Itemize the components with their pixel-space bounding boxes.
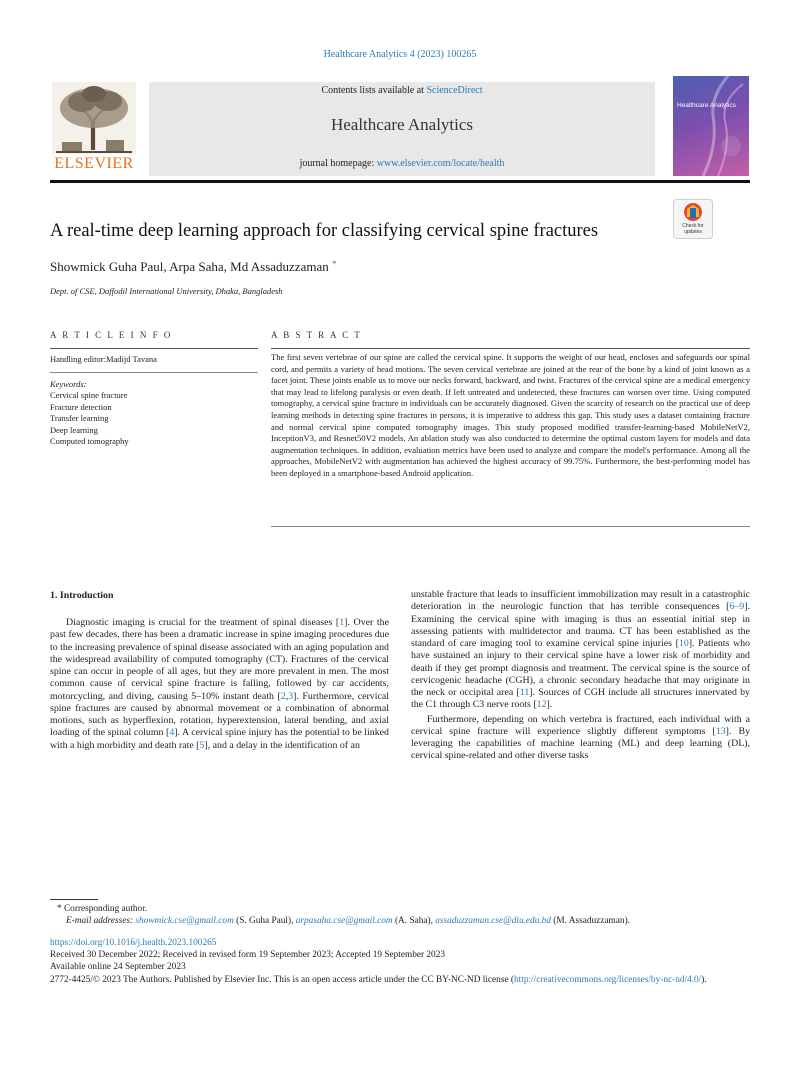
email-link[interactable]: arpasaha.cse@gmail.com xyxy=(295,916,393,926)
corresponding-author-mark[interactable]: * xyxy=(331,259,337,269)
journal-title: Healthcare Analytics xyxy=(330,115,474,134)
doi-link[interactable]: https://doi.org/10.1016/j.health.2023.100265 xyxy=(50,938,217,948)
contents-line xyxy=(149,85,655,96)
handling-editor: Handling editor:Madijd Tavana xyxy=(50,354,157,364)
citation-link[interactable]: 5 xyxy=(199,739,205,751)
paragraph-text: ]. Over the past few decades, there has been a dramatic increase in spine imaging procedures due to the increasing prevalence of spinal disease associated with an aging population and the widespread availability of computed tomography (CT). Fractures of the cervical spine can occur in people of all ages, but they are more prevalent in men. The most common cause of cervical spine fracture is falling, followed by car accidents, motorcycling, and diving, causing 5–10% instant death [ xyxy=(50,617,389,702)
received-dates: Received 30 December 2022; Received in revised form 19 September 2023; Accepted 19 September 2023 xyxy=(50,950,445,960)
crossmark-caption-line-2: updates xyxy=(684,229,702,235)
intro-paragraph xyxy=(411,714,750,763)
paragraph-text: ], and a delay in the identification of an xyxy=(204,739,360,751)
keyword-item: Deep learning xyxy=(50,424,98,435)
email-owner: (S. Guha Paul), xyxy=(233,916,296,926)
cover-art-icon xyxy=(673,76,749,176)
license-statement xyxy=(50,974,750,986)
keywords-list xyxy=(50,390,129,448)
intro-paragraph xyxy=(411,589,750,712)
contents-prefix: Contents lists available at xyxy=(321,85,427,96)
affiliation: Dept. of CSE, Daffodil International University, Dhaka, Bangladesh xyxy=(50,286,283,296)
paragraph-text: , xyxy=(285,690,289,702)
keyword-item: Fracture detection xyxy=(50,401,112,412)
crossmark-caption xyxy=(673,223,713,235)
paragraph-text: ]. Examining the cervical spine with imaging is thus an essential initial step in assessing patients with multidetector and trauma. CT has been established as the standard of care imaging tool to examine cervical spine injuries [ xyxy=(411,601,750,649)
body-column-left xyxy=(50,617,389,752)
email-addresses xyxy=(66,915,630,927)
email-owner: (M. Assaduzzaman). xyxy=(550,916,630,926)
available-online-date: Available online 24 September 2023 xyxy=(50,962,186,972)
section-heading-introduction: 1. Introduction xyxy=(50,590,114,601)
email-label: E-mail addresses: xyxy=(66,916,136,926)
article-title: A real-time deep learning approach for classifying cervical spine fractures xyxy=(50,221,599,241)
journal-cover-image[interactable] xyxy=(673,76,749,176)
citation-link[interactable]: 1 xyxy=(339,617,345,628)
paragraph-text: ]. By leveraging the capabilities of machine learning (ML) and deep learning (DL), cervical spine-related and other diverse tasks xyxy=(411,725,751,762)
paragraph-text: Furthermore, depending on which vertebra is fractured, each individual with a cervical spine fracture will experience slightly different symptoms [ xyxy=(411,713,750,737)
homepage-prefix: journal homepage: xyxy=(299,158,377,169)
citation-link[interactable]: 4 xyxy=(169,727,175,739)
keyword-item: Transfer learning xyxy=(50,413,109,424)
sciencedirect-link[interactable]: ScienceDirect xyxy=(426,85,483,96)
citation-link[interactable]: 11 xyxy=(519,687,530,698)
homepage-link[interactable]: www.elsevier.com/locate/health xyxy=(376,158,505,169)
citation-link[interactable]: 13 xyxy=(715,725,726,737)
license-text: 2772-4425/© 2023 The Authors. Published by Elsevier Inc. This is an open access article under the CC BY-NC-ND license ( xyxy=(50,975,514,985)
abstract-label: A B S T R A C T xyxy=(271,330,362,340)
homepage-line xyxy=(149,158,655,169)
article-info-divider xyxy=(50,372,258,373)
citation-link[interactable]: 6–9 xyxy=(729,601,745,613)
license-text: ). xyxy=(701,975,707,985)
citation-link[interactable]: 2 xyxy=(280,690,286,702)
paragraph-text: ]. xyxy=(546,699,553,711)
keywords-label: Keywords: xyxy=(50,379,87,389)
citation-link[interactable]: 12 xyxy=(536,699,547,711)
citation-link[interactable]: 10 xyxy=(678,638,689,649)
journal-reference[interactable]: Healthcare Analytics 4 (2023) 100265 xyxy=(323,49,477,60)
header-rule xyxy=(50,180,750,183)
paragraph-text: ]. Patients who have sustained an injury to their cervical spine have a lower risk of morbidity and death if they get prompt diagnosis and treatment. The cervical spine is the source of cervicogenic headache (CGH), a chronic secondary headache that may originate in the neck or occipital area [ xyxy=(411,638,750,698)
email-link[interactable]: assaduzzaman.cse@diu.edu.bd xyxy=(435,916,551,926)
citation-link[interactable]: 3 xyxy=(288,690,294,702)
abstract-bottom-rule xyxy=(271,526,750,527)
crossmark-caption-line-1: Check for xyxy=(682,223,704,229)
footnote-rule xyxy=(50,899,98,900)
paragraph-text: unstable fracture that leads to insufficient immobilization may result in a catastrophic deterioration in the neurologic function that has terrible consequences [ xyxy=(411,589,750,613)
license-link[interactable]: http://creativecommons.org/licenses/by-nc-nd/4.0/ xyxy=(514,975,702,985)
paragraph-text: Diagnostic imaging is crucial for the treatment of spinal diseases [ xyxy=(66,617,340,628)
article-info-label: A R T I C L E I N F O xyxy=(50,330,173,340)
author-names: Showmick Guha Paul, Arpa Saha, Md Assaduzzaman xyxy=(50,259,329,274)
paragraph-text: ]. A cervical spine injury has the potential to be linked with a high morbidity and death rate [ xyxy=(50,727,389,751)
author-list xyxy=(50,259,336,275)
corresponding-author-note: * Corresponding author. xyxy=(57,904,148,914)
paragraph-text: ]. Furthermore, cervical spine fractures are caused by abnormal movement or a combination of abnormal motions, such as hyperflexion, rotation, hyperextension, lateral bending, and axial loading of the spinal column [ xyxy=(50,690,389,739)
intro-paragraph xyxy=(50,617,389,752)
email-link[interactable]: showmick.cse@gmail.com xyxy=(135,916,234,926)
paragraph-text: ]. Sources of CGH include all structures innervated by the C1 through C3 nerve roots [ xyxy=(411,687,750,711)
body-column-right xyxy=(411,589,750,763)
elsevier-wordmark: ELSEVIER xyxy=(54,155,134,172)
article-info-rule xyxy=(50,348,258,349)
email-owner: (A. Saha), xyxy=(392,916,436,926)
abstract-rule xyxy=(271,348,750,349)
keyword-item: Computed tomography xyxy=(50,436,129,447)
cover-title: Healthcare Analytics xyxy=(677,102,736,109)
abstract-text: The first seven vertebrae of our spine are called the cervical spine. It supports the weight of our head, encloses and safeguards our spinal cord, and permits a variety of head motions. The seven cervical vertebrae are joined at the rear of the bone by a kind of joint known as a facet joint. These joints enable us to move our necks forward, backward, and twist. Fractures of the cervical spine are a medical emergency that may lead to lifelong paralysis or even death. If left untreated and undetected, these fractures can worsen over time. Using computed tomography, a cervical spine fracture in individuals can be accurately diagnosed. Given the scarcity of research on the practical use of deep learning methods in detecting spine fractures in persons, it is imperative to address this gap. This study uses a dataset containing fracture and normal cervical spine computed tomography images. This study proposed modified transfer-learning-based MobileNetV2, InceptionV3, and Resnet50V2 models. An ablation study was also conducted to determine the optimal custom layers for models and data augmentation techniques. In addition, evaluation metrics have been used to analyze and compare the model's performance. Among all the approaches, MobileNetV2 with augmentation has achieved the highest accuracy of 99.75%. Furthermore, the best-performing model has been deployed in a smartphone-based Android application. xyxy=(271,352,750,478)
keyword-item: Cervical spine fracture xyxy=(50,390,128,400)
